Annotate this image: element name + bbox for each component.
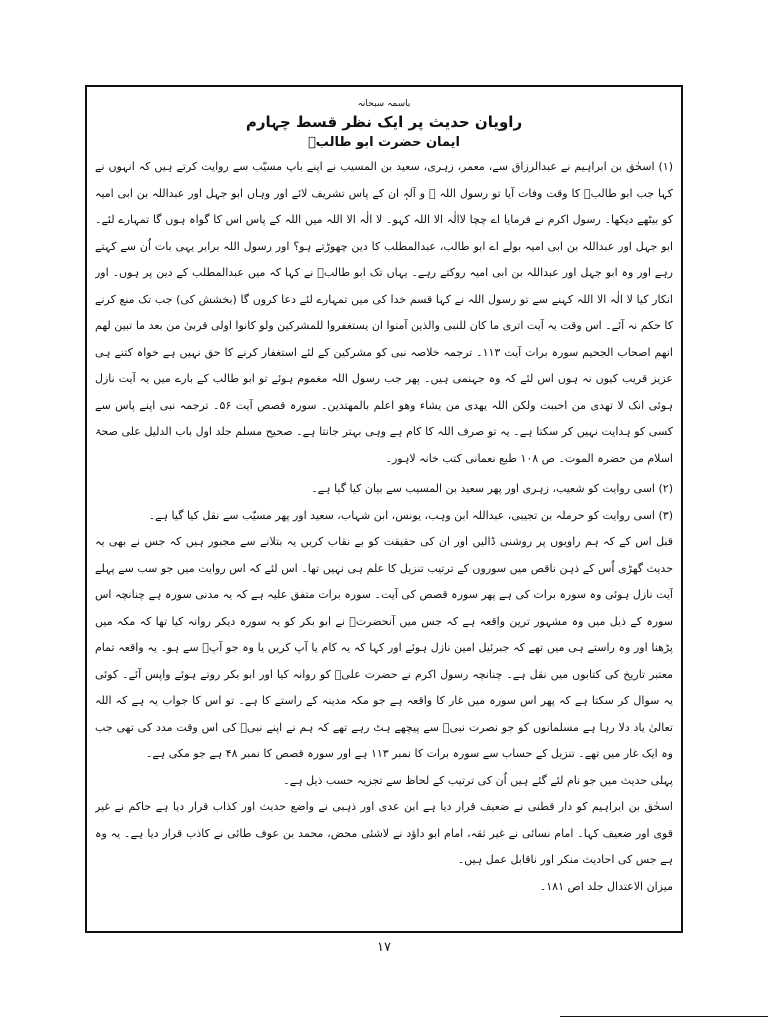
reference-citation: میزان الاعتدال جلد اص ۱۸۱۔ [539,879,673,893]
paragraph-intro-narrators: پہلی حدیث میں جو نام لئے گئے ہیں اُن کی ترتیب کے لحاظ سے تجزیہ حسب ذیل ہے۔ [283,773,673,787]
paragraph-analysis: قبل اس کے کہ ہم راویوں پر روشنی ڈالیں اور ان کی حقیقت کو بے نقاب کریں یہ بتلانے سے مجبور ہیں کہ جس نے بھی یہ حدیث گھڑی اُس کے ذہن ناقص میں سوروں کے ترتیب تنزیل کا علم ہی نہیں تھا۔ اس لئے کہ اس روایت میں جو سب سے پہلے آیت نازل ہوئی وہ سورہ برات کی ہے پھر سورہ قصص کی آیت۔ سورہ برات متفق علیہ ہے کہ یہ مدنی سورہ ہے چنانچہ اس سورہ کے ذیل میں وہ مشہور ترین واقعہ ہے کہ جس میں آنحضرتؐ نے ابو بکر کو یہ سورہ دیکر روانہ کیا تھا کہ مکہ میں پڑھنا اور وہ راستے ہی میں تھے کہ جبرئیل امین نازل ہوئے اور کہا کہ یہ کام یا آپ کریں یا وہ جو آپؐ سے ہو۔ یہ واقعہ تمام معتبر تاریخ کی کتابوں میں نقل ہے۔ چنانچہ رسول اکرم نے حضرت علیؑ کو روانہ کیا اور ابو بکر روتے ہوئے واپس آئے۔ کوئی یہ سوال کر سکتا ہے کہ پھر اس سورہ میں غار کا واقعہ ہے جو مکہ مدینہ کے راستے کا ہے۔ تو اس کا جواب یہ ہے کہ اللہ تعالیٰ یاد دلا رہا ہے مسلمانوں کو جو نصرت نبیؐ سے پیچھے ہٹ رہے تھے کہ ہم نے اپنے نبیؐ کی اس وقت مدد کی تھی جب وہ ایک غار میں تھے۔ تنزیل کے حساب سے سورہ برات کا نمبر ۱۱۳ ہے اور سورہ قصص کا نمبر ۴۸ ہے جو مکی ہے۔ [95,535,673,760]
page-border [85,85,683,933]
paragraph-hadith-3: (۳) اسی روایت کو حرملہ بن تجیبی، عبداللہ ابن وہب، یونس، ابن شہاب، سعید اور پھر مسیّب سے نقل کیا گیا ہے۔ [148,508,673,522]
footer-rule [560,1016,768,1017]
document-body [95,95,673,923]
paragraph-hadith-2: (۲) اسی روایت کو شعیب، زہری اور پھر سعید بن المسیب سے بیان کیا گیا ہے۔ [311,482,673,495]
paragraph-hadith-1: (۱) اسحٰق بن ابراہیم نے عبدالرزاق سے، معمر، زہری، سعید بن المسیب نے اپنے باپ مسیّب سے روایت کرتے ہیں کہ انہوں نے کہا جب ابو طالبؑ کا وقت وفات آیا تو رسول اللہ ﷺ و آلہٖ ان کے پاس تشریف لائے اور وہاں ابو جہل اور عبداللہ بن ابی امیہ کو بیٹھے دیکھا۔ رسول اکرم نے فرمایا اے چچا لاالٰہ الا اللہ کہو۔ لا الٰہ الا اللہ میں اللہ کے پاس اس کا گواہ ہوں گا تمہارے لئے۔ ابو جہل اور عبداللہ بن ابی امیہ بولے اے ابو طالب، عبدالمطلب کا دین چھوڑتے ہو؟ اور رسول اللہ برابر یہی بات اُن سے کہتے رہے اور وہ ابو جہل اور عبداللہ بن ابی امیہ روکتے رہے۔ یہاں تک ابو طالبؑ نے کہا کہ میں عبدالمطلب کے دین پر ہوں۔ اور انکار کیا لا الٰہ الا اللہ کہنے سے تو رسول اللہ نے کہا قسم خدا کی میں تمہارے لئے دعا کروں گا (بخشش کی) جب تک منع کرنے کا حکم نہ آئے۔ اس وقت یہ آیت اتری ما کان للنبی والذین آمنوا ان یستغفروا للمشرکین ولو کانوا اولی قربیٰ من بعد ما تبین لھم انھم اصحاب الجحیم سورہ برات آیت ۱۱۳۔ ترجمہ خلاصہ نبی کو مشرکین کے لئے استغفار کرنے کا حق نہیں ہے خواہ کتنے ہی عزیز قریب کیوں نہ ہوں اس لئے کہ وہ جہنمی ہیں۔ پھر جب رسول اللہ مغموم ہوئے تو ابو طالب کے بارے میں یہ آیت نازل ہوئی انک لا تھدی من احببت ولکن اللہ یھدی من یشاء وھو اعلم بالمھتدین۔ سورہ قصص آیت ۵۶۔ ترجمہ نبی اپنے پاس سے کسی کو ہدایت نہیں کر سکتا ہے۔ یہ تو صرف اللہ کا کام ہے وہی بہتر جانتا ہے۔ صحیح مسلم جلد اول باب الدلیل علی صحۃ اسلام من حضرہ الموت۔ ص ۱۰۸ طبع نعمانی کتب خانہ لاہور۔ [95,160,673,465]
bismillah-heading: باسمہ سبحانہ [357,99,411,109]
paragraph-narrator-ishaq: اسحٰق بن ابراہیم کو دار قطنی نے ضعیف قرار دیا ہے ابن عدی اور ذہبی نے واضع حدیث اور کذاب قرار دیا ہے حاکم نے غیر قوی اور ضعیف کہا۔ امام نسائی نے غیر ثقہ، امام ابو داؤد نے لاشئی محض، محمد بن عوف طائی نے کاذب قرار دیا ہے۔ یہ وہ ہے جس کی احادیث منکر اور ناقابل عمل ہیں۔ [95,800,673,866]
document-title: راویان حدیث پر ایک نظر قسط چہارم [245,113,523,131]
document-subtitle: ایمان حضرت ابو طالبؑ [308,135,460,150]
page-number: ۱۷ [377,940,391,955]
